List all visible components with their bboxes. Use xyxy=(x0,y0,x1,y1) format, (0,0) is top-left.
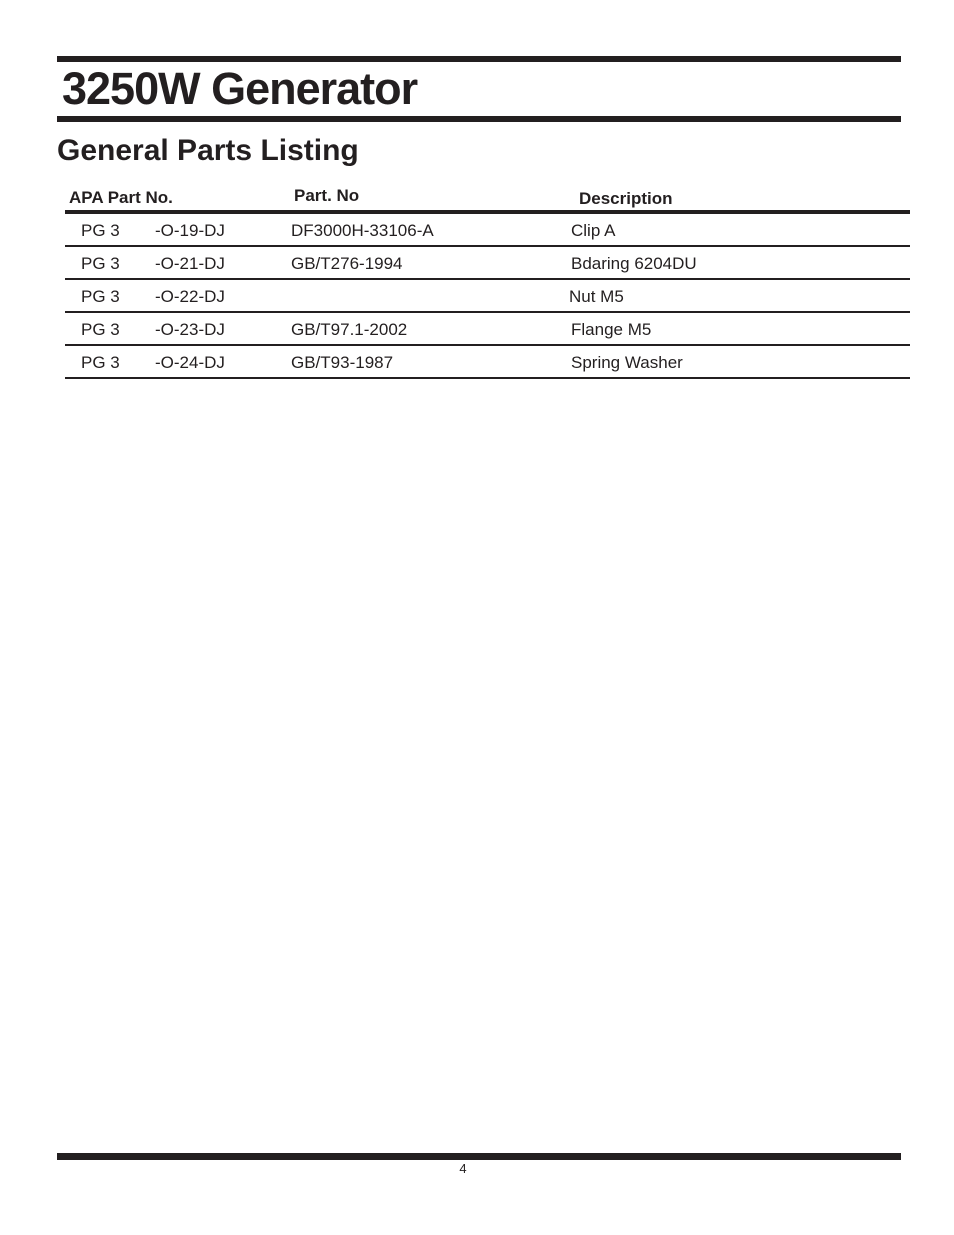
column-header-description: Description xyxy=(579,189,673,208)
parts-table-body xyxy=(65,214,910,379)
table-row xyxy=(65,346,910,379)
page-number: 4 xyxy=(459,1161,467,1176)
part-number: GB/T93-1987 xyxy=(291,353,394,372)
apa-part-suffix: -O-24-DJ xyxy=(155,353,225,372)
table-row xyxy=(65,214,910,247)
apa-part-prefix: PG 3 xyxy=(81,320,120,339)
apa-part-suffix: -O-23-DJ xyxy=(155,320,225,339)
part-description: Clip A xyxy=(571,221,616,240)
column-header-apa-part-no: APA Part No. xyxy=(69,188,173,207)
footer-rule xyxy=(57,1153,901,1160)
apa-part-suffix: -O-21-DJ xyxy=(155,254,225,273)
table-row xyxy=(65,280,910,313)
part-description: Flange M5 xyxy=(571,320,652,339)
apa-part-suffix: -O-19-DJ xyxy=(155,221,225,240)
part-description: Nut M5 xyxy=(569,287,624,306)
apa-part-prefix: PG 3 xyxy=(81,287,120,306)
document-title: 3250W Generator xyxy=(62,63,418,114)
part-number: DF3000H-33106-A xyxy=(291,221,434,240)
apa-part-suffix: -O-22-DJ xyxy=(155,287,225,306)
table-row xyxy=(65,247,910,280)
apa-part-prefix: PG 3 xyxy=(81,221,120,240)
part-description: Bdaring 6204DU xyxy=(571,254,697,273)
part-number: GB/T97.1-2002 xyxy=(291,320,408,339)
apa-part-prefix: PG 3 xyxy=(81,353,120,372)
title-rule xyxy=(57,116,901,122)
section-title: General Parts Listing xyxy=(57,134,359,167)
part-number: GB/T276-1994 xyxy=(291,254,403,273)
parts-table-header xyxy=(65,184,910,210)
part-description: Spring Washer xyxy=(571,353,683,372)
apa-part-prefix: PG 3 xyxy=(81,254,120,273)
column-header-part-no: Part. No xyxy=(294,186,360,205)
table-row xyxy=(65,313,910,346)
